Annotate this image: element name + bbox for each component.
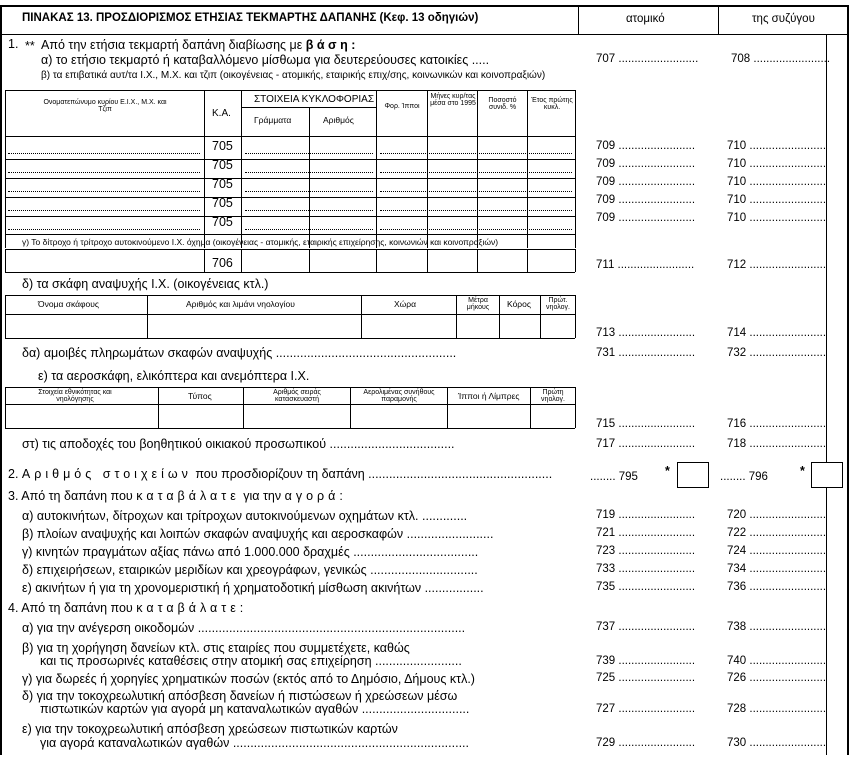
field-796-label: ........ 796: [720, 471, 768, 483]
field-709[interactable]: 709 ........................: [596, 158, 696, 170]
field-717[interactable]: 717 ........................: [596, 438, 696, 450]
col-boat-name: Όνομα σκάφους: [38, 299, 100, 309]
field-726[interactable]: 726 ........................: [727, 672, 827, 684]
row-4b-label-cont: και τις προσωρινές καταθέσεις στην ατομική σας επιχείρηση .........................: [40, 654, 462, 668]
col-months: Μήνες κυρ/τας μέσα στο 1995: [430, 93, 476, 107]
row-4b-label: β) για τη χορήγηση δανείων κτλ. στις εταιρίες που συμμετέχετε, καθώς: [22, 641, 410, 655]
table-title: ΠΙΝΑΚΑΣ 13. ΠΡΟΣΔΙΟΡΙΣΜΟΣ ΕΤΗΣΙΑΣ ΤΕΚΜΑΡΤΗΣ ΔΑΠΑΝΗΣ (Κεφ. 13 οδηγιών): [22, 12, 479, 24]
field-727[interactable]: 727 ........................: [596, 703, 696, 715]
field-721[interactable]: 721 ........................: [596, 527, 696, 539]
section-2-row: 2. Αριθμός στοιχείων που προσδιορίζουν τη δαπάνη .....................................................: [8, 467, 553, 481]
row-4a-label: α) για την ανέγερση οικοδομών .............................................................................: [22, 621, 466, 635]
field-729[interactable]: 729 ........................: [596, 737, 696, 749]
field-740[interactable]: 740 ........................: [727, 655, 827, 667]
frame-top: [0, 5, 848, 7]
field-710[interactable]: 710 ........................: [727, 212, 827, 224]
col-boat-port: Αριθμός και λιμάνι νηολογίου: [186, 299, 295, 309]
field-733[interactable]: 733 ........................: [596, 563, 696, 575]
field-739[interactable]: 739 ........................: [596, 655, 696, 667]
field-734[interactable]: 734 ........................: [727, 563, 827, 575]
row-4e-label-cont: για αγορά καταναλωτικών αγαθών ....................................................................: [40, 736, 469, 750]
col-air-type: Τύπος: [188, 391, 212, 401]
right-margin-line: [826, 34, 827, 755]
field-718[interactable]: 718 ........................: [727, 438, 827, 450]
field-728[interactable]: 728 ........................: [727, 703, 827, 715]
col-boat-length: Μέτρα μήκους: [466, 297, 490, 311]
field-720[interactable]: 720 ........................: [727, 509, 827, 521]
field-716[interactable]: 716 ........................: [727, 418, 827, 430]
col-air-reg: Πρώτη νηολογ.: [541, 389, 565, 403]
col-circulation: ΣΤΟΙΧΕΙΑ ΚΥΚΛΟΦΟΡΙΑΣ: [254, 94, 374, 105]
field-719[interactable]: 719 ........................: [596, 509, 696, 521]
row-3d-label: δ) επιχειρήσεων, εταιρικών μεριδίων και χρεογράφων, γενικώς ...............................: [22, 563, 478, 577]
field-708[interactable]: 708 ........................: [731, 53, 831, 65]
col-owner-name: Ονοματεπώνυμο κυρίου Ε.Ι.Χ., Μ.Χ. και Τζιπ: [43, 99, 167, 113]
section-4-title: 4. Από τη δαπάνη που καταβάλατε:: [8, 601, 244, 615]
field-795-box[interactable]: [677, 462, 709, 488]
car-row-ka: 705: [212, 158, 233, 172]
row-4g-label: γ) για δωρεές ή χορηγίες χρηματικών ποσών (εκτός από το Δημόσιο, Δήμους κτλ.): [22, 672, 475, 686]
row-1d-label: δ) τα σκάφη αναψυχής Ι.Χ. (οικογένειας κτλ.): [22, 277, 269, 291]
field-724[interactable]: 724 ........................: [727, 545, 827, 557]
row-1a-label: α) το ετήσιο τεκμαρτό ή καταβαλλόμενο μίσθωμα για δευτερεύουσες κατοικίες .....: [41, 53, 490, 67]
frame-left: [0, 5, 2, 755]
row-3e-label: ε) ακινήτων ή για τη χρονομεριστική ή χρηματοδοτική μίσθωση ακινήτων .................: [22, 581, 484, 595]
section-3-title: 3. Από τη δαπάνη που καταβάλατε για την αγορά:: [8, 489, 343, 503]
car-row-ka: 705: [212, 215, 233, 229]
row-1b-label: β) τα επιβατικά αυτ/τα Ι.Χ., Μ.Χ. και τζιπ (οικογένειας - ατομικής, εταιρικής επιχ/σης, κοινωνικών και κοινοπραξιών): [41, 70, 546, 81]
col-air-serial: Αριθμός σειράς κατασκευαστή: [273, 389, 321, 403]
header-bottom-line: [0, 34, 848, 35]
car-row-ka: 705: [212, 196, 233, 210]
field-731[interactable]: 731 ........................: [596, 347, 696, 359]
asterisk-795: *: [665, 464, 670, 478]
field-709[interactable]: 709 ........................: [596, 140, 696, 152]
field-711[interactable]: 711 ........................: [596, 259, 695, 271]
row-3b-label: β) πλοίων αναψυχής και λοιπών σκαφών αναψυχής και αεροσκαφών .........................: [22, 527, 494, 541]
section-1-title: Από την ετήσια τεκμαρτή δαπάνη διαβίωσης με β ά σ η :: [41, 38, 356, 52]
field-710[interactable]: 710 ........................: [727, 158, 827, 170]
frame-right: [847, 5, 849, 755]
row-4e-label: ε) για την τοκοχρεωλυτική απόσβεση χρεώσεων πιστωτικών καρτών: [22, 722, 398, 736]
field-710[interactable]: 710 ........................: [727, 140, 827, 152]
col-first-year: Έτος πρώτης κυκλ.: [531, 97, 573, 111]
field-738[interactable]: 738 ........................: [727, 621, 827, 633]
asterisk-796: *: [800, 464, 805, 478]
col-air-nationality: Στοιχεία εθνικότητας και νηολόγησης: [38, 389, 112, 403]
field-710[interactable]: 710 ........................: [727, 194, 827, 206]
field-712[interactable]: 712 ........................: [727, 259, 827, 271]
col-number: Αριθμός: [323, 115, 354, 125]
col-tax-hp: Φορ. Ίπποι: [384, 103, 420, 110]
car-row-ka: 705: [212, 177, 233, 191]
moto-row-ka: 706: [212, 256, 233, 270]
row-4d-label: δ) για την τοκοχρεωλυτική απόσβεση δανείων ή πιστώσεων ή χρεώσεων μέσω: [22, 689, 458, 703]
field-715[interactable]: 715 ........................: [596, 418, 696, 430]
field-736[interactable]: 736 ........................: [727, 581, 827, 593]
car-row-ka: 705: [212, 139, 233, 153]
field-709[interactable]: 709 ........................: [596, 176, 696, 188]
row-1da-label: δα) αμοιβές πληρωμάτων σκαφών αναψυχής ....................................................: [22, 346, 457, 360]
field-737[interactable]: 737 ........................: [596, 621, 696, 633]
field-795-label: ........ 795: [590, 471, 638, 483]
row-1e-label: ε) τα αεροσκάφη, ελικόπτερα και ανεμόπτερα Ι.Χ.: [38, 369, 310, 383]
row-1st-label: στ) τις αποδοχές του βοηθητικού οικιακού προσωπικού ....................................: [22, 437, 455, 451]
field-723[interactable]: 723 ........................: [596, 545, 696, 557]
field-722[interactable]: 722 ........................: [727, 527, 827, 539]
col-ka: Κ.Α.: [212, 108, 231, 119]
field-725[interactable]: 725 ........................: [596, 672, 696, 684]
column-header-spouse: της συζύγου: [752, 13, 815, 25]
row-3a-label: α) αυτοκινήτων, δίτροχων και τρίτροχων αυτοκινούμενων οχημάτων κτλ. .............: [22, 509, 468, 523]
section-1-number: 1.: [8, 37, 19, 51]
col-letters: Γράμματα: [254, 115, 292, 125]
field-730[interactable]: 730 ........................: [727, 737, 827, 749]
col-boat-reg: Πρώτ. νηολογ.: [546, 297, 570, 311]
field-796-box[interactable]: [811, 462, 843, 488]
col-boat-country: Χώρα: [394, 299, 417, 309]
row-4d-label-cont: πιστωτικών καρτών για αγορά μη καταναλωτικών αγαθών ...............................: [40, 702, 470, 716]
col-percent: Ποσοστό συνιδ. %: [488, 97, 517, 111]
field-735[interactable]: 735 ........................: [596, 581, 696, 593]
col-boat-crew: Κόρος: [507, 299, 531, 309]
field-714[interactable]: 714 ........................: [727, 327, 827, 339]
section-1-stars: **: [25, 39, 35, 53]
row-1g-label: γ) Το δίτροχο ή τρίτροχο αυτοκινούμενο Ι.Χ. όχημα (οικογένειας - ατομικής, εταιρικής επιχείρησης, κοινωνιών και κοινοπραξιών): [22, 237, 499, 247]
col-air-hp: Ίπποι ή Λίμπρες: [458, 391, 520, 401]
field-710[interactable]: 710 ........................: [727, 176, 827, 188]
header-divider-1: [578, 5, 579, 34]
field-713[interactable]: 713 ........................: [596, 327, 696, 339]
field-709[interactable]: 709 ........................: [596, 212, 696, 224]
column-header-self: ατομικό: [626, 13, 665, 25]
row-3g-label: γ) κινητών πραγμάτων αξίας πάνω από 1.000.000 δραχμές ....................................: [22, 545, 479, 559]
field-732[interactable]: 732 ........................: [727, 347, 827, 359]
field-707[interactable]: 707 .........................: [596, 53, 699, 65]
header-divider-2: [718, 5, 719, 34]
col-air-airport: Αερολιμένας συνήθους παραμονής: [363, 389, 435, 403]
field-709[interactable]: 709 ........................: [596, 194, 696, 206]
